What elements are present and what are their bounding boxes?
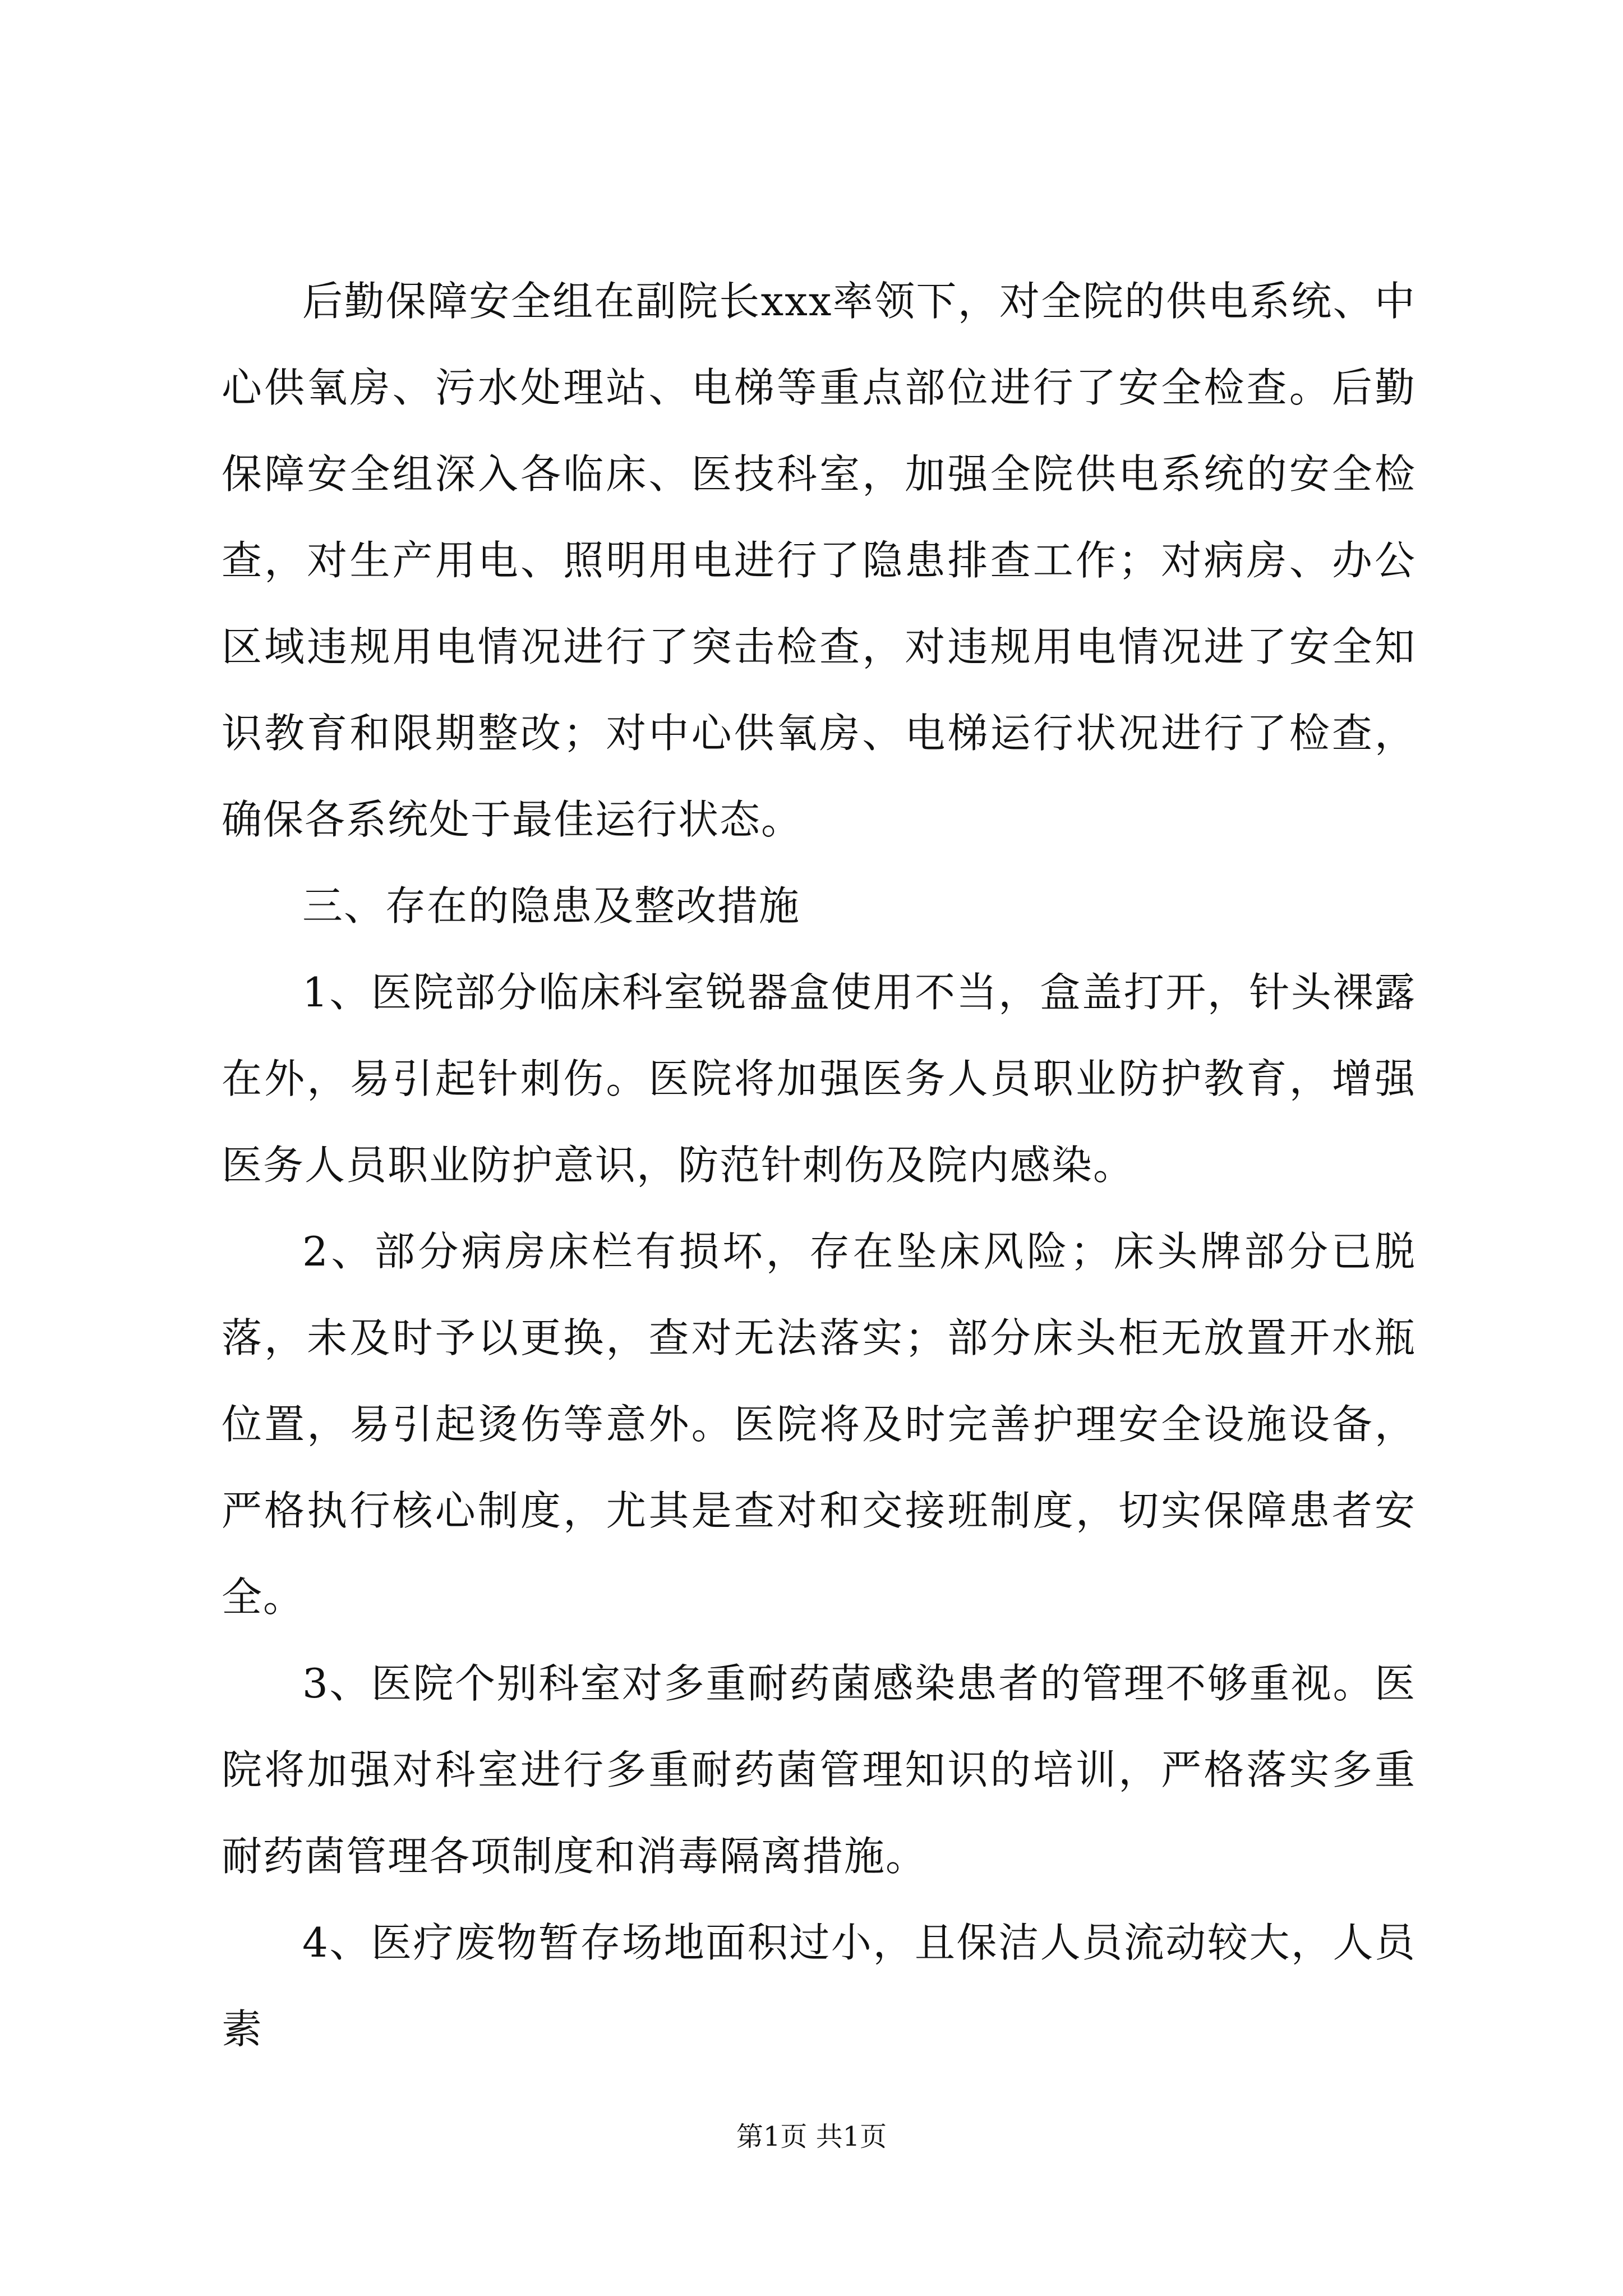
paragraph-item-3: 3、医院个别科室对多重耐药菌感染患者的管理不够重视。医院将加强对科室进行多重耐药菌管理知识的培训，严格落实多重耐药菌管理各项制度和消毒隔离措施。 (222, 1660, 1416, 1880)
document-body (222, 258, 1416, 2072)
paragraph-logistics-inspection: 后勤保障安全组在副院长xxx率领下，对全院的供电系统、中心供氧房、污水处理站、电梯等重点部位进行了安全检查。后勤保障安全组深入各临床、医技科室，加强全院供电系统的安全检查，对生产用电、照明用电进行了隐患排查工作；对病房、办公区域违规用电情况进行了突击检查，对违规用电情况进了安全知识教育和限期整改；对中心供氧房、电梯运行状况进行了检查，确保各系统处于最佳运行状态。 (222, 278, 1416, 843)
paragraph-item-1: 1、医院部分临床科室锐器盒使用不当，盒盖打开，针头裸露在外，易引起针刺伤。医院将加强医务人员职业防护教育，增强医务人员职业防护意识，防范针刺伤及院内感染。 (222, 969, 1416, 1189)
page-footer: 第1页 共1页 (736, 2121, 887, 2152)
section-heading-hazards: 三、存在的隐患及整改措施 (302, 882, 801, 930)
paragraph-item-4: 4、医疗废物暂存场地面积过小，且保洁人员流动较大，人员素 (222, 1919, 1416, 2053)
paragraph-item-2: 2、部分病房床栏有损坏，存在坠床风险；床头牌部分已脱落，未及时予以更换，查对无法落实；部分床头柜无放置开水瓶位置，易引起烫伤等意外。医院将及时完善护理安全设施设备，严格执行核心制度，尤其是查对和交接班制度，切实保障患者安全。 (222, 1228, 1416, 1621)
